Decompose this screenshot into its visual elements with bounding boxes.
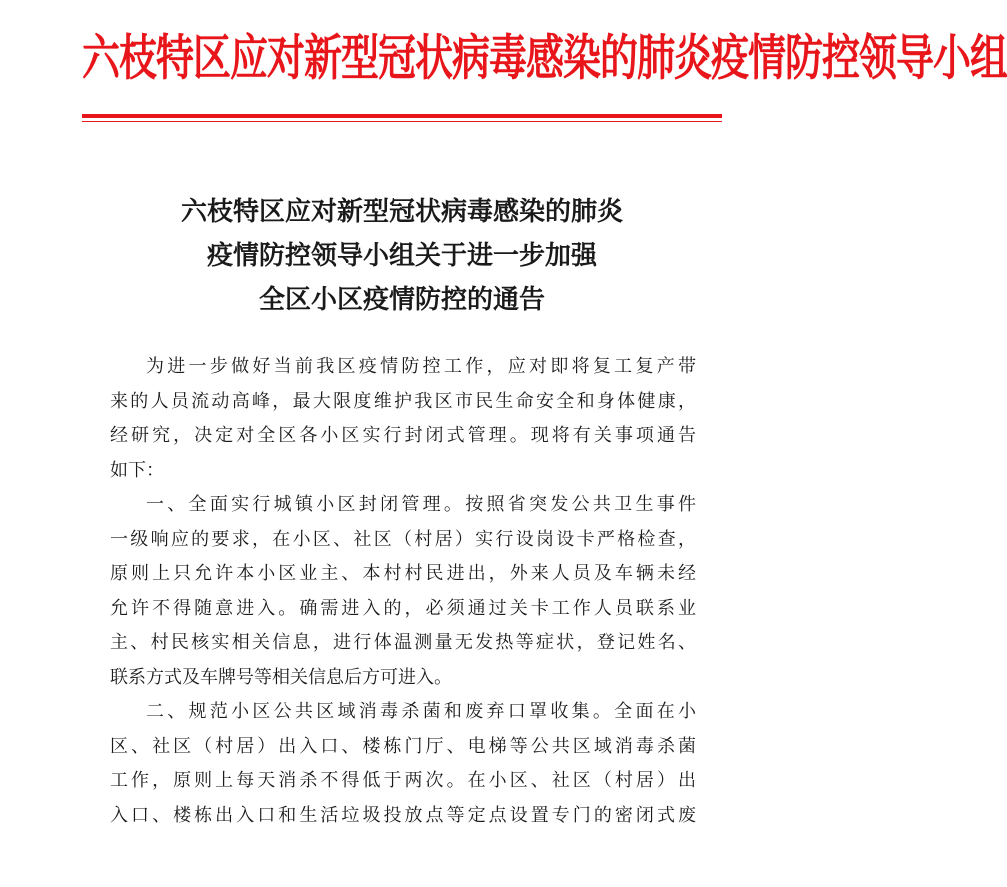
body-line: 工作，原则上每天消杀不得低于两次。在小区、社区（村居）出 <box>110 770 696 791</box>
masthead-rule-thin <box>82 121 722 122</box>
body-line: 如下： <box>110 459 164 481</box>
masthead-title: 六枝特区应对新型冠状病毒感染的肺炎疫情防控领导小组 <box>82 28 1007 87</box>
masthead-rule-thick <box>82 114 722 118</box>
body-line: 二、规范小区公共区域消毒杀菌和废弃口罩收集。全面在小 <box>146 701 696 722</box>
body-line: 经研究，决定对全区各小区实行封闭式管理。现将有关事项通告 <box>110 425 696 446</box>
notice-title-line: 六枝特区应对新型冠状病毒感染的肺炎 <box>180 197 623 227</box>
notice-title-line: 疫情防控领导小组关于进一步加强 <box>206 241 597 271</box>
notice-title <box>82 190 722 322</box>
body-line: 联系方式及车牌号等相关信息后方可进入。 <box>110 666 452 688</box>
notice-body <box>110 350 696 833</box>
body-line: 原则上只允许本小区业主、本村村民进出，外来人员及车辆未经 <box>110 563 696 584</box>
body-line: 主、村民核实相关信息，进行体温测量无发热等症状，登记姓名、 <box>110 632 696 653</box>
body-line: 入口、楼栋出入口和生活垃圾投放点等定点设置专门的密闭式废 <box>110 804 696 826</box>
notice-title-line: 全区小区疫情防控的通告 <box>258 285 545 315</box>
body-line: 一、全面实行城镇小区封闭管理。按照省突发公共卫生事件 <box>146 494 696 515</box>
body-line: 为进一步做好当前我区疫情防控工作，应对即将复工复产带 <box>146 356 696 377</box>
body-line: 一级响应的要求，在小区、社区（村居）实行设岗设卡严格检查， <box>110 528 696 550</box>
body-line: 来的人员流动高峰，最大限度维护我区市民生命安全和身体健康， <box>110 390 696 412</box>
body-line: 区、社区（村居）出入口、楼栋门厅、电梯等公共区域消毒杀菌 <box>110 735 696 757</box>
body-line: 允许不得随意进入。确需进入的，必须通过关卡工作人员联系业 <box>110 597 696 619</box>
